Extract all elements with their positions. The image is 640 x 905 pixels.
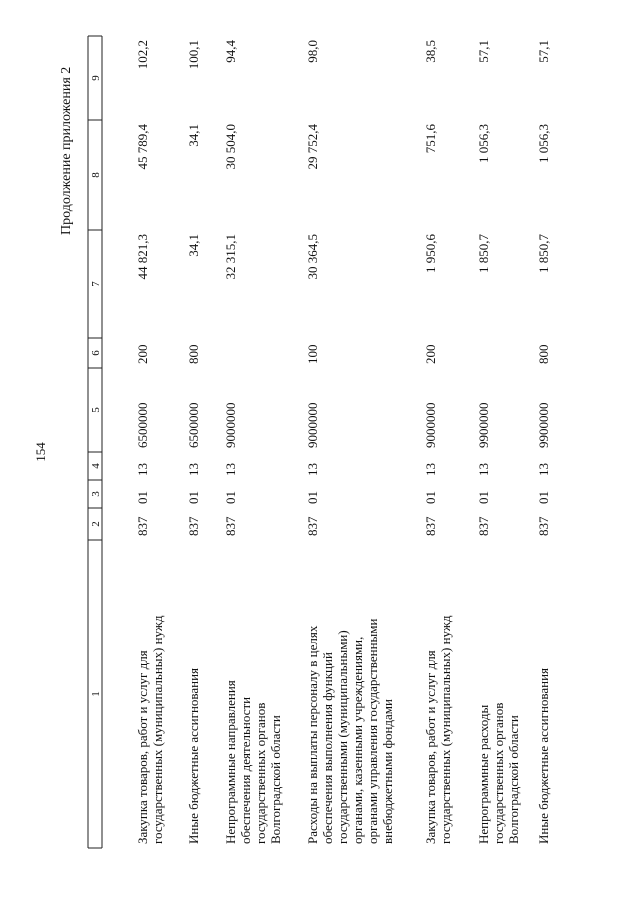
row-cell-c5: 6500000	[135, 402, 150, 448]
row-cell-c3: 01	[423, 491, 438, 504]
row-cell-c7: 32 315,1	[223, 234, 238, 280]
row-cell-c4: 13	[186, 463, 201, 476]
row-name-line: Волгоградской области	[268, 715, 283, 844]
row-cell-c8: 751,6	[423, 124, 438, 154]
header-cell: 7	[90, 281, 102, 287]
row-cell-c2: 837	[135, 516, 150, 536]
row-cell-c9: 57,1	[536, 40, 551, 63]
row-cell-c6: 800	[536, 344, 551, 364]
row-cell-c8: 1 056,3	[476, 124, 491, 163]
row-name-line: Закупка товаров, работ и услуг для	[135, 650, 150, 844]
row-cell-c3: 01	[223, 491, 238, 504]
row-name-line: Непрограммные расходы	[476, 704, 491, 844]
row-cell-c8: 30 504,0	[223, 124, 238, 170]
header-cell: 2	[90, 521, 102, 527]
row-cell-c3: 01	[186, 491, 201, 504]
row-cell-c7: 1 850,7	[536, 234, 551, 273]
row-cell-c9: 38,5	[423, 40, 438, 63]
row-cell-c4: 13	[536, 463, 551, 476]
row-cell-c8: 34,1	[186, 124, 201, 147]
row-cell-c9: 57,1	[476, 40, 491, 63]
row-cell-c6: 100	[305, 344, 320, 364]
row-cell-c7: 30 364,5	[305, 234, 320, 280]
row-cell-c7: 44 821,3	[135, 234, 150, 280]
row-cell-c7: 1 950,6	[423, 234, 438, 273]
row-cell-c6: 800	[186, 344, 201, 364]
row-cell-c4: 13	[305, 463, 320, 476]
row-cell-c2: 837	[476, 516, 491, 536]
row-cell-c5: 9900000	[536, 402, 551, 448]
row-name-line: государственных (муниципальных) нужд	[150, 615, 165, 844]
row-cell-c7: 34,1	[186, 234, 201, 257]
row-cell-c5: 6500000	[186, 402, 201, 448]
row-cell-c7: 1 850,7	[476, 234, 491, 273]
row-cell-c3: 01	[476, 491, 491, 504]
row-cell-c5: 9000000	[305, 402, 320, 448]
header-cell: 1	[90, 691, 102, 697]
header-cell: 8	[90, 172, 102, 178]
header-cell: 3	[90, 491, 102, 497]
row-name-line: обеспечения выполнения функций	[320, 652, 335, 844]
row-cell-c4: 13	[135, 463, 150, 476]
row-cell-c2: 837	[186, 516, 201, 536]
row-cell-c5: 9000000	[223, 402, 238, 448]
row-cell-c8: 1 056,3	[536, 124, 551, 163]
row-name-line: Иные бюджетные ассигнования	[186, 667, 201, 844]
row-name-line: государственных органов	[253, 702, 268, 844]
row-cell-c2: 837	[305, 516, 320, 536]
row-cell-c2: 837	[423, 516, 438, 536]
row-name-line: государственных органов	[491, 702, 506, 844]
header-cell: 5	[90, 407, 102, 413]
row-name-line: Закупка товаров, работ и услуг для	[423, 650, 438, 844]
header-cell: 9	[90, 75, 102, 81]
header-cell: 6	[90, 350, 102, 356]
header-cell: 4	[90, 463, 102, 469]
row-cell-c4: 13	[223, 463, 238, 476]
row-name-line: Волгоградской области	[506, 715, 521, 844]
continuation-title: Продолжение приложения 2	[59, 66, 74, 235]
row-name-line: Расходы на выплаты персоналу в целях	[305, 625, 320, 844]
row-cell-c4: 13	[423, 463, 438, 476]
row-cell-c2: 837	[223, 516, 238, 536]
row-cell-c9: 100,1	[186, 40, 201, 70]
budget-table	[88, 36, 551, 848]
row-cell-c9: 94,4	[223, 40, 238, 63]
row-name-line: внебюджетными фондами	[380, 699, 395, 844]
row-cell-c9: 98,0	[305, 40, 320, 63]
row-cell-c8: 29 752,4	[305, 124, 320, 170]
row-name-line: органами, казенными учреждениями,	[350, 636, 365, 844]
row-name-line: государственных (муниципальных) нужд	[438, 615, 453, 844]
row-name-line: органами управления государственными	[365, 618, 380, 844]
row-name-line: государственными (муниципальными)	[335, 630, 350, 844]
row-cell-c6: 200	[135, 344, 150, 364]
page-number: 154	[33, 442, 48, 462]
row-cell-c8: 45 789,4	[135, 124, 150, 170]
row-cell-c3: 01	[305, 491, 320, 504]
row-cell-c6: 200	[423, 344, 438, 364]
row-cell-c5: 9000000	[423, 402, 438, 448]
row-name-line: Непрограммные направления	[223, 680, 238, 844]
row-cell-c3: 01	[536, 491, 551, 504]
row-name-line: обеспечения деятельности	[238, 696, 253, 844]
row-cell-c2: 837	[536, 516, 551, 536]
row-cell-c5: 9900000	[476, 402, 491, 448]
row-cell-c3: 01	[135, 491, 150, 504]
row-cell-c9: 102,2	[135, 40, 150, 70]
row-cell-c4: 13	[476, 463, 491, 476]
row-name-line: Иные бюджетные ассигнования	[536, 667, 551, 844]
